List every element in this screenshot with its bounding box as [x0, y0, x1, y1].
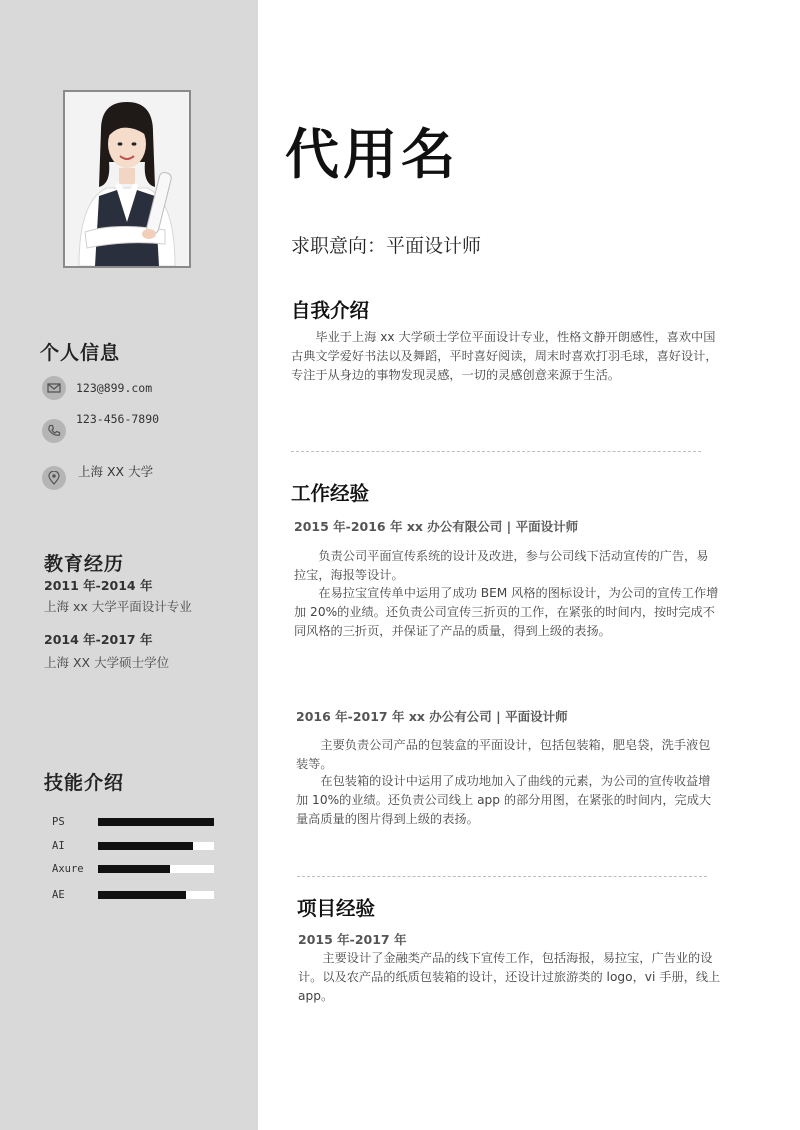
skill-bar-fill: [98, 891, 186, 899]
skill-bar-track: [98, 842, 214, 850]
education-years-1: 2011 年-2014 年: [44, 578, 153, 593]
skill-bar-track: [98, 818, 214, 826]
education-school-2: 上海 XX 大学硕士学位: [44, 655, 170, 670]
section-divider: [297, 876, 707, 877]
skill-bar-fill: [98, 818, 214, 826]
about-heading: 自我介绍: [291, 299, 370, 322]
skill-row-axure: [52, 862, 217, 876]
contact-phone-text: 123-456-7890: [76, 412, 160, 426]
section-divider: [291, 451, 701, 452]
education-years-2: 2014 年-2017 年: [44, 632, 153, 647]
skill-bar-fill: [98, 842, 193, 850]
contact-email: [42, 375, 152, 401]
skill-row-ae: [52, 888, 217, 902]
job-intent: 求职意向：平面设计师: [291, 235, 482, 257]
candidate-name: 代用名: [285, 123, 459, 186]
job-1-description-2: 在易拉宝宣传单中运用了成功 BEM 风格的图标设计，为公司的宣传工作增加 20%的业绩。还负责公司宣传三折页的工作，在紧张的时间内，按时完成不同风格的三折页，并保证了产品的质量，得到上级的表扬。: [294, 586, 719, 638]
email-icon: [42, 376, 66, 400]
job-2-description-1: 主要负责公司产品的包装盒的平面设计，包括包装箱，肥皂袋，洗手液包装等。: [296, 738, 711, 771]
project-heading: 项目经验: [297, 897, 376, 920]
job-2-description-2: 在包装箱的设计中运用了成功地加入了曲线的元素，为公司的宣传收益增加 10%的业绩。还负责公司线上 app 的部分用图，在紧张的时间内，完成大量高质量的图片得到上级的表扬。: [296, 774, 712, 826]
skill-bar-track: [98, 865, 214, 873]
personal-info-heading: 个人信息: [40, 342, 121, 364]
job-1-description-1: 负责公司平面宣传系统的设计及改进，参与公司线下活动宣传的广告，易拉宝，海报等设计。: [294, 549, 709, 582]
job-2-title: 2016 年-2017 年 xx 办公有公司 | 平面设计师: [296, 709, 568, 724]
skill-name: AE: [52, 889, 65, 901]
project-years: 2015 年-2017 年: [298, 932, 407, 947]
education-school-1: 上海 xx 大学平面设计专业: [44, 599, 192, 614]
work-heading: 工作经验: [291, 482, 370, 505]
contact-address: [42, 458, 153, 484]
job-1-title: 2015 年-2016 年 xx 办公有限公司 | 平面设计师: [294, 519, 579, 534]
skill-row-ps: [52, 815, 217, 829]
about-text: 毕业于上海 xx 大学硕士学位平面设计专业，性格文静开朗感性，喜欢中国古典文学爱好书法以及舞蹈，平时喜好阅读，周末时喜欢打羽毛球，喜好设计，专注于从身边的事物发现灵感，一切的灵感创意来源于生活。: [291, 330, 718, 382]
skill-bar-track: [98, 891, 214, 899]
contact-address-text: 上海 XX 大学: [78, 464, 154, 479]
skills-heading: 技能介绍: [44, 772, 125, 794]
project-description: 主要设计了金融类产品的线下宣传工作，包括海报，易拉宝，广告业的设计。以及农产品的纸质包装箱的设计，还设计过旅游类的 logo，vi 手册，线上 app。: [298, 951, 721, 1003]
contact-email-text: 123@899.com: [76, 381, 153, 395]
skill-row-ai: [52, 839, 217, 853]
skill-name: PS: [52, 816, 65, 828]
education-heading: 教育经历: [44, 553, 125, 575]
phone-icon: [42, 419, 66, 443]
person-illustration: [65, 92, 189, 266]
skill-name: AI: [52, 840, 65, 852]
skill-bar-fill: [98, 865, 170, 873]
contact-phone: [42, 408, 159, 434]
profile-photo: [63, 90, 191, 268]
sidebar: [0, 0, 258, 1130]
skill-name: Axure: [52, 863, 84, 875]
location-icon: [42, 466, 66, 490]
